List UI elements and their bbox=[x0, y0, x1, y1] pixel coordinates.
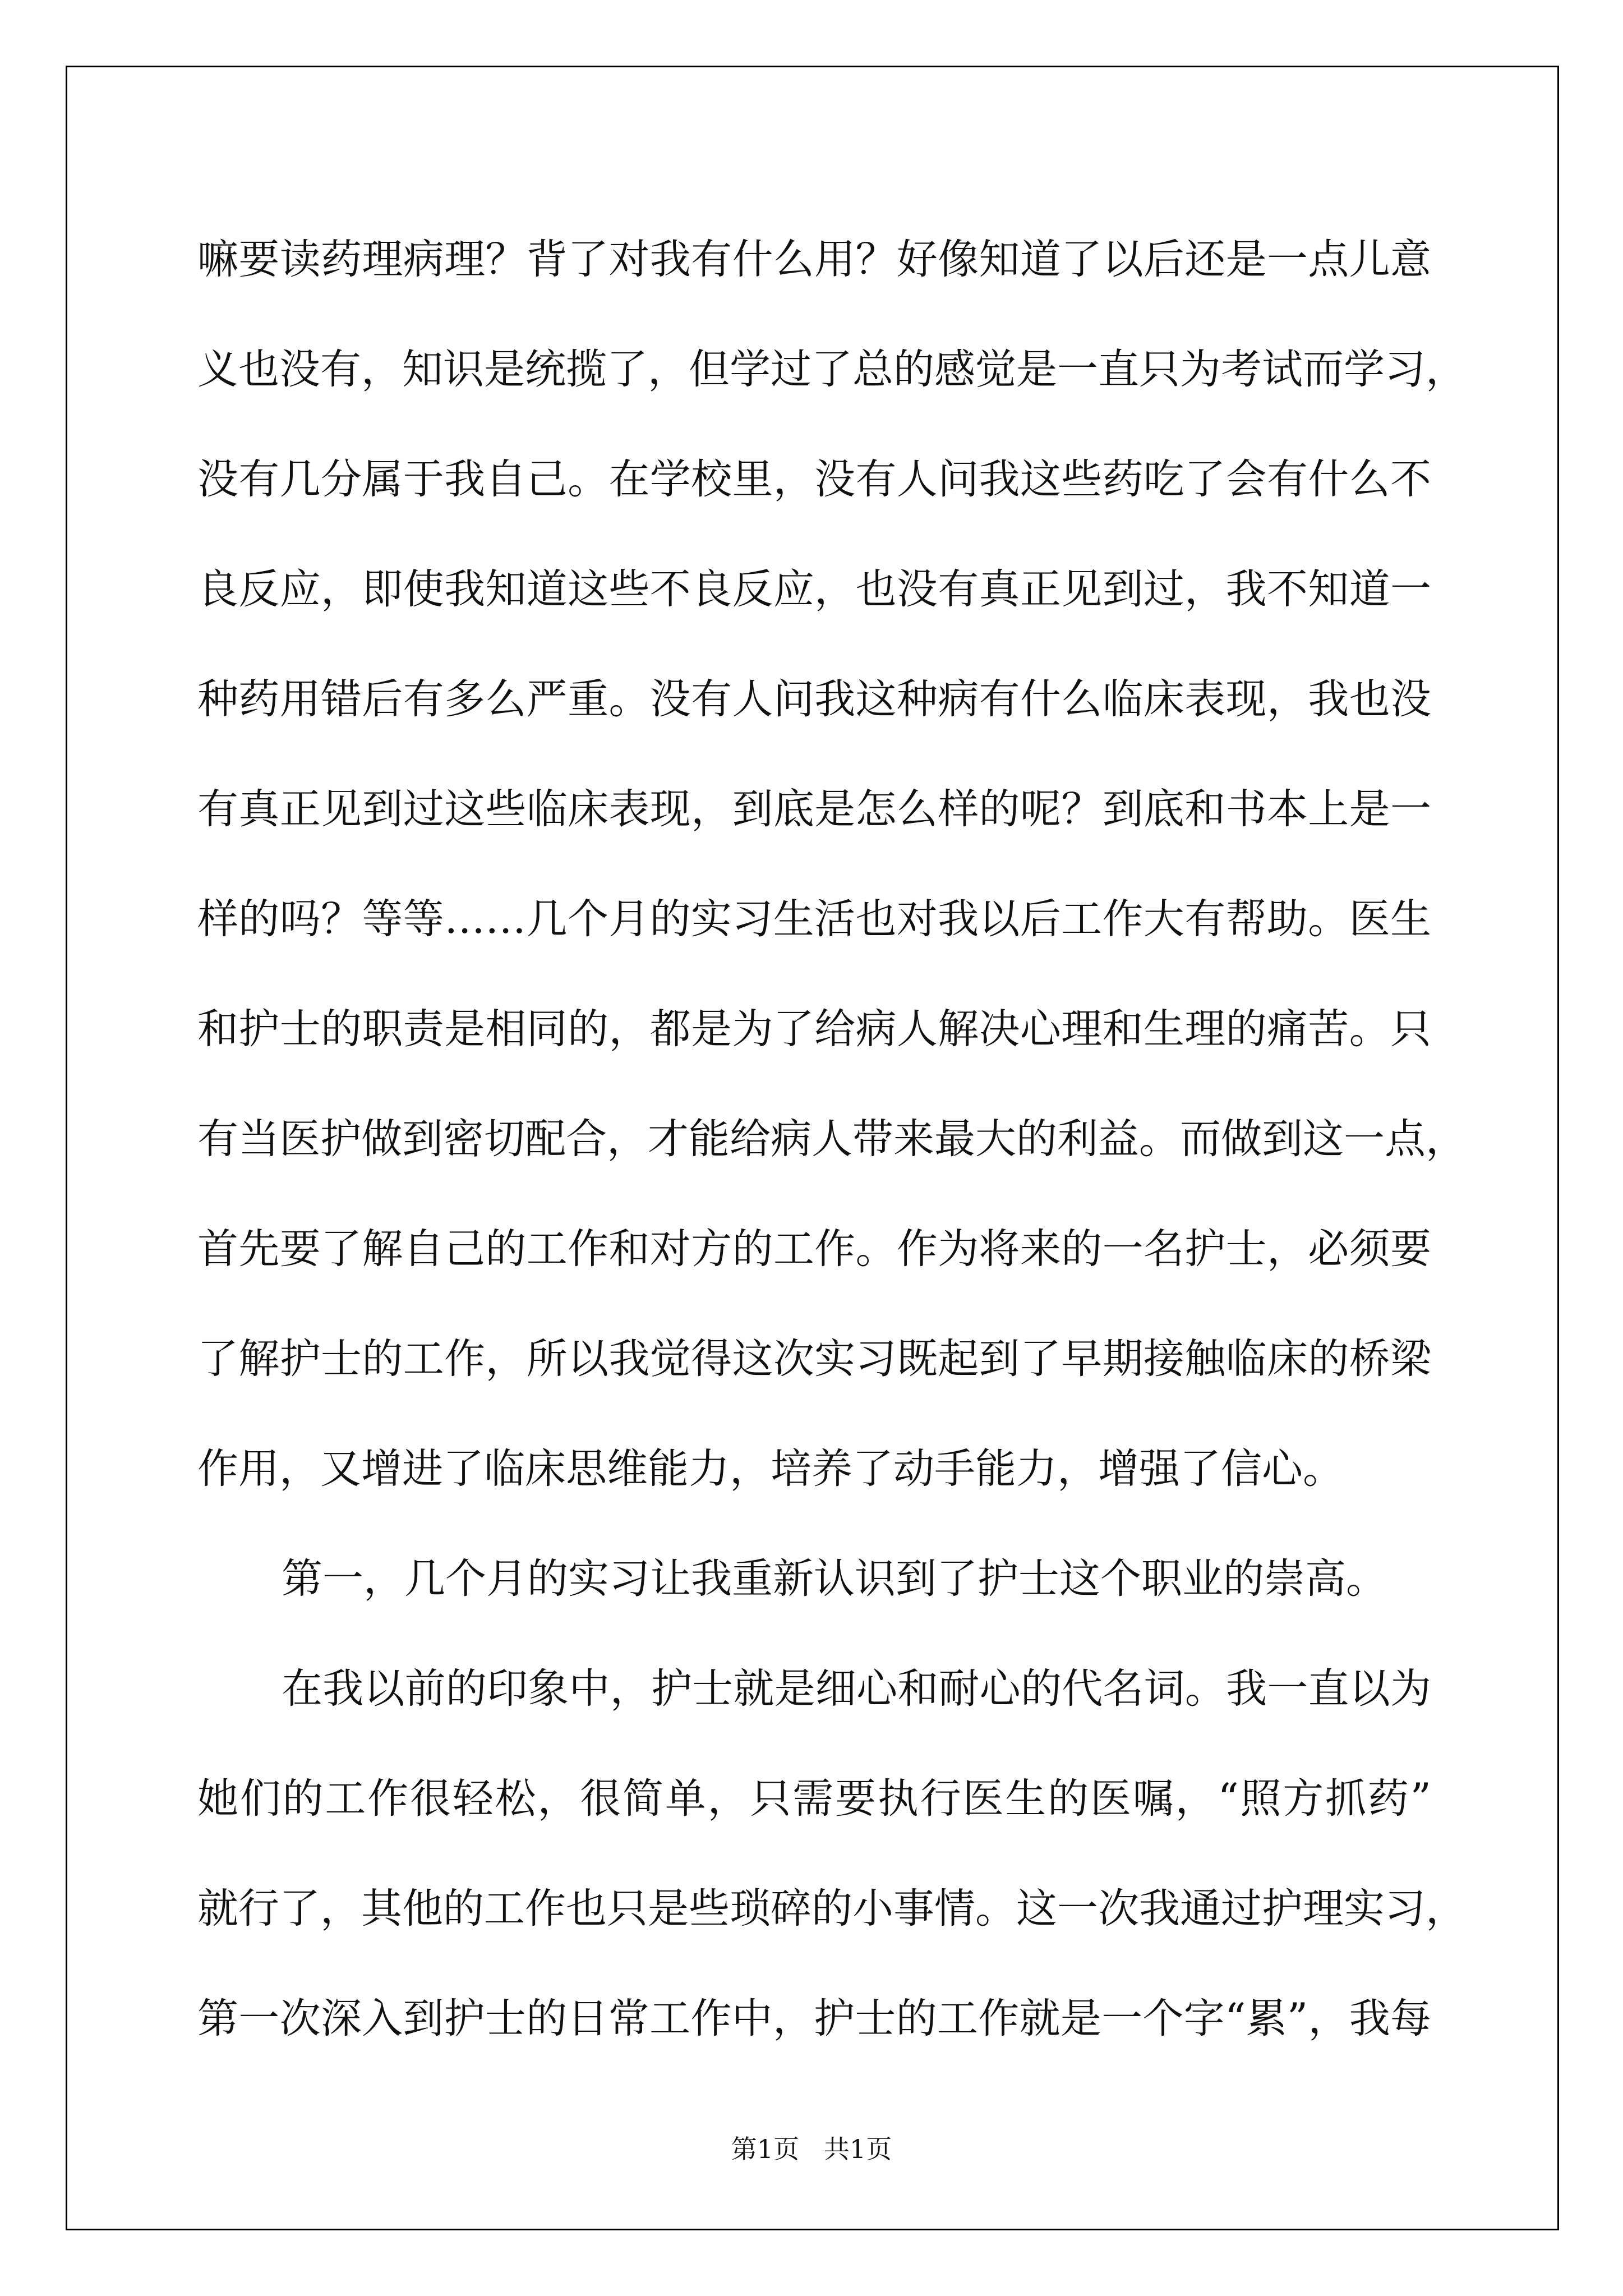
document-body bbox=[197, 205, 1467, 2074]
text-line: 她们的工作很轻松，很简单，只需要执行医生的医嘱，“照方抓药” bbox=[197, 1775, 1431, 1823]
text-line: 在我以前的印象中，护士就是细心和耐心的代名词。我一直以为 bbox=[282, 1665, 1431, 1713]
page-number-footer: 第1页 共1页 bbox=[731, 2134, 892, 2164]
text-line: 有当医护做到密切配合，才能给病人带来最大的利益。而做到这一点， bbox=[197, 1115, 1467, 1163]
text-line: 没有几分属于我自己。在学校里，没有人问我这些药吃了会有什么不 bbox=[197, 455, 1431, 503]
text-line: 良反应，即使我知道这些不良反应，也没有真正见到过，我不知道一 bbox=[197, 565, 1431, 613]
text-line: 嘛要读药理病理？背了对我有什么用？好像知道了以后还是一点儿意 bbox=[197, 236, 1431, 283]
text-line: 义也没有，知识是统揽了，但学过了总的感觉是一直只为考试而学习， bbox=[197, 346, 1467, 393]
text-line: 首先要了解自己的工作和对方的工作。作为将来的一名护士，必须要 bbox=[197, 1225, 1431, 1273]
text-line: 样的吗？等等……几个月的实习生活也对我以后工作大有帮助。医生 bbox=[197, 895, 1431, 943]
text-line: 了解护士的工作，所以我觉得这次实习既起到了早期接触临床的桥梁 bbox=[197, 1335, 1431, 1383]
text-line: 种药用错后有多么严重。没有人问我这种病有什么临床表现，我也没 bbox=[197, 675, 1431, 723]
text-line: 有真正见到过这些临床表现，到底是怎么样的呢？到底和书本上是一 bbox=[197, 785, 1431, 833]
paragraph-heading: 第一，几个月的实习让我重新认识到了护士这个职业的崇高。 bbox=[282, 1555, 1387, 1603]
text-line: 和护士的职责是相同的，都是为了给病人解决心理和生理的痛苦。只 bbox=[197, 1005, 1431, 1053]
text-line: 第一次深入到护士的日常工作中，护士的工作就是一个字“累”，我每 bbox=[197, 1995, 1431, 2042]
text-line: 作用，又增进了临床思维能力，培养了动手能力，增强了信心。 bbox=[197, 1445, 1344, 1493]
text-line: 就行了，其他的工作也只是些琐碎的小事情。这一次我通过护理实习， bbox=[197, 1885, 1467, 1932]
